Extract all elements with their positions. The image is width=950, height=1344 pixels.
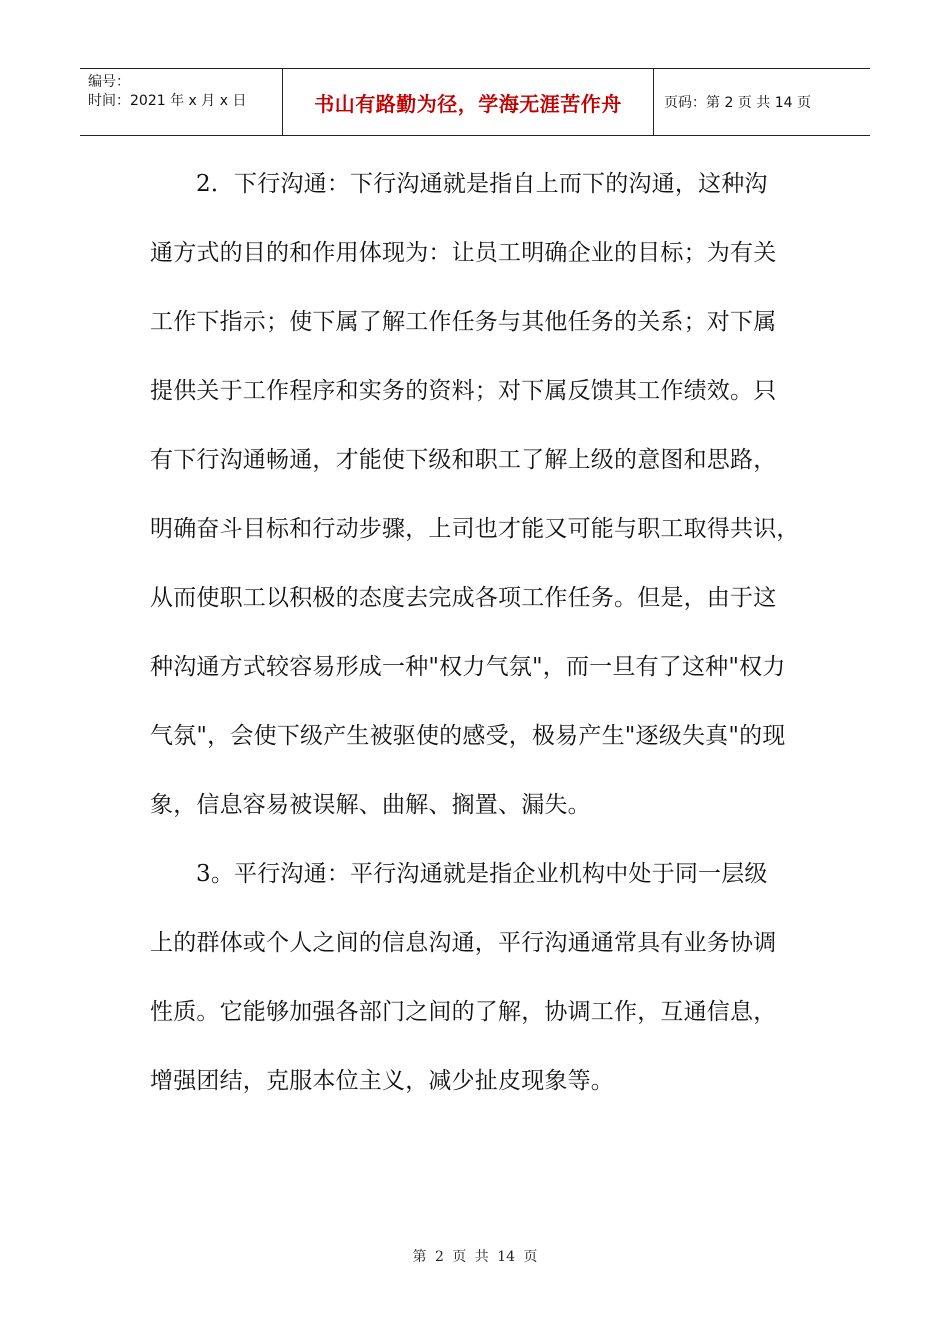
- paragraph-line: 增强团结，克服本位主义，减少扯皮现象等。: [150, 1068, 614, 1094]
- paragraph-line: 性质。它能够加强各部门之间的了解，协调工作，互通信息，: [150, 999, 777, 1025]
- paragraph-line: 3。平行沟通：平行沟通就是指企业机构中处于同一层级: [196, 861, 768, 887]
- header-table: [80, 68, 870, 136]
- header-motto: 书山有路勤为径，学海无涯苦作舟: [283, 69, 654, 135]
- document-date: 时间：2021 年 x 月 x 日: [88, 93, 247, 109]
- header-meta-cell: [80, 69, 283, 135]
- page-footer: 第 2 页 共 14 页: [412, 1249, 538, 1265]
- header-page-info: 页码：第 2 页 共 14 页: [664, 95, 811, 111]
- paragraph-line: 2．下行沟通：下行沟通就是指自上而下的沟通，这种沟: [196, 171, 768, 197]
- paragraph-line: 工作下指示；使下属了解工作任务与其他任务的关系；对下属: [150, 309, 777, 335]
- paragraph-line: 种沟通方式较容易形成一种"权力气氛"，而一旦有了这种"权力: [150, 654, 786, 680]
- paragraph-line: 提供关于工作程序和实务的资料；对下属反馈其工作绩效。只: [150, 378, 777, 404]
- paragraph-line: 有下行沟通畅通，才能使下级和职工了解上级的意图和思路，: [150, 447, 777, 473]
- paragraph-line: 象，信息容易被误解、曲解、搁置、漏失。: [150, 792, 591, 818]
- paragraph-line: 上的群体或个人之间的信息沟通，平行沟通通常具有业务协调: [150, 930, 777, 956]
- paragraph-line: 气氛"，会使下级产生被驱使的感受，极易产生"逐级失真"的现: [150, 723, 786, 749]
- document-number-label: 编号：: [88, 74, 130, 90]
- paragraph-line: 从而使职工以积极的态度去完成各项工作任务。但是，由于这: [150, 585, 777, 611]
- paragraph-line: 通方式的目的和作用体现为：让员工明确企业的目标；为有关: [150, 240, 777, 266]
- paragraph-horizontal-communication: [150, 840, 810, 1116]
- paragraph-line: 明确奋斗目标和行动步骤，上司也才能又可能与职工取得共识，: [150, 516, 800, 542]
- document-body: [150, 150, 810, 1116]
- paragraph-downward-communication: [150, 150, 810, 840]
